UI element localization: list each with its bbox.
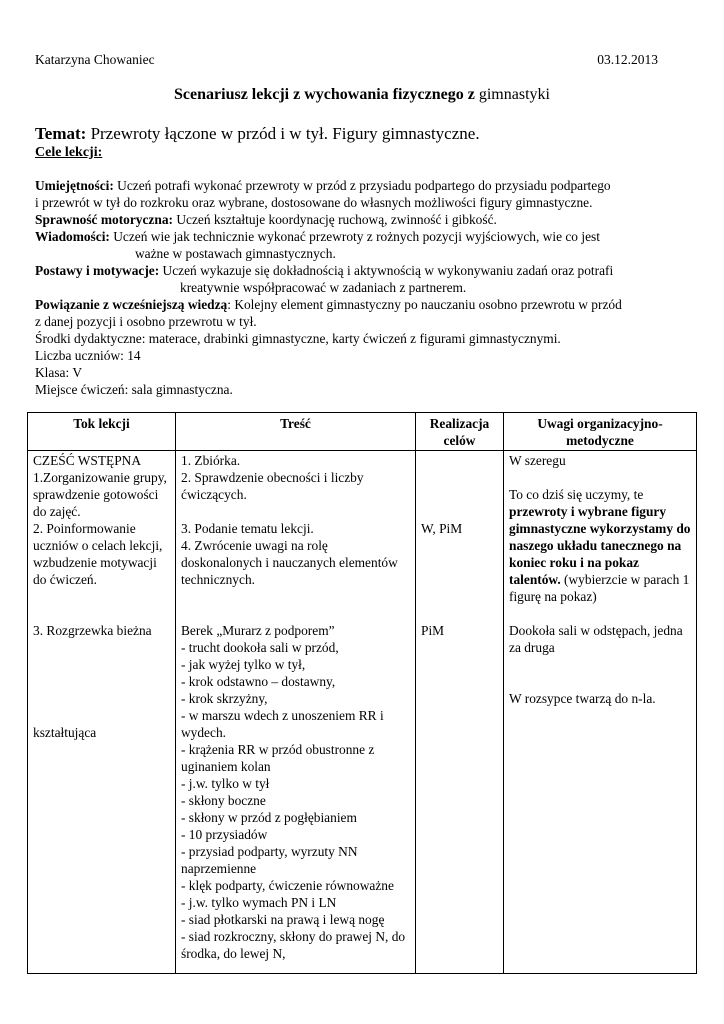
cell-text: - jak wyżej tylko w tył, xyxy=(181,657,306,672)
cell-text: - 10 przysiadów xyxy=(181,827,268,842)
header-content: Treść xyxy=(176,413,416,451)
class-label: Klasa: V xyxy=(35,365,82,380)
cell-text xyxy=(509,503,691,605)
skills-label: Umiejętności: xyxy=(35,178,114,193)
cell-text: - siad płotkarski na prawą i lewą nogę xyxy=(181,912,385,927)
cell-text: W rozsypce twarzą do n-la. xyxy=(509,691,656,706)
cell-text: 4. Zwrócenie uwagi na rolę doskonalonych i nauczanych elementów technicznych. xyxy=(181,538,398,587)
cell-text: PiM xyxy=(421,623,445,638)
attitudes-text-2: kreatywnie współpracować w zadaniach z partnerem. xyxy=(180,280,467,295)
cell-text: 1. Zbiórka. xyxy=(181,453,241,468)
goals-knowledge xyxy=(35,228,695,262)
title-bold: Scenariusz lekcji z wychowania fizycznego z xyxy=(174,86,475,103)
link-label: Powiązanie z wcześniejszą wiedzą xyxy=(35,297,228,312)
cell-text: 3. Podanie tematu lekcji. xyxy=(181,521,314,536)
content-cell xyxy=(176,451,416,974)
student-count: Liczba uczniów: 14 xyxy=(35,348,141,363)
knowledge-text-2: ważne w postawach gimnastycznych. xyxy=(135,246,336,261)
teaching-means: Środki dydaktyczne: materace, drabinki gimnastyczne, karty ćwiczeń z figurami gimnastycznymi. xyxy=(35,331,561,346)
cell-text: To co dziś się uczymy, te xyxy=(509,487,644,502)
cell-text: - skłony w przód z pogłębianiem xyxy=(181,810,357,825)
motor-label: Sprawność motoryczna: xyxy=(35,212,173,227)
cell-text: CZEŚĆ WSTĘPNA xyxy=(33,453,142,468)
knowledge-text: Uczeń wie jak technicznie wykonać przewroty z rożnych pozycji wyjściowych, wie co jest xyxy=(109,229,600,244)
cell-text: W szeregu xyxy=(509,453,566,468)
goal-realization-cell xyxy=(416,451,504,974)
knowledge-label: Wiadomości: xyxy=(35,229,110,244)
table-header-row xyxy=(28,413,697,451)
cell-text: - w marszu wdech z unoszeniem RR i wydech. xyxy=(181,708,384,740)
header-goal-realization: Realizacja celów xyxy=(416,413,504,451)
cell-text: - skłony boczne xyxy=(181,793,266,808)
author-name: Katarzyna Chowaniec xyxy=(35,52,155,67)
cell-text: Dookoła sali w odstępach, jedna za druga xyxy=(509,623,683,655)
remarks-cell xyxy=(504,451,697,974)
cell-text: - krok skrzyżny, xyxy=(181,691,268,706)
cell-text: - j.w. tylko w tył xyxy=(181,776,270,791)
header-lesson-flow: Tok lekcji xyxy=(28,413,176,451)
cell-text: - klęk podparty, ćwiczenie równoważne xyxy=(181,878,394,893)
attitudes-text: Uczeń wykazuje się dokładnością i aktywnością w wykonywaniu zadań oraz potrafi xyxy=(159,263,614,278)
remark-text: (wybierzcie w parach 1 figurę na pokaz) xyxy=(509,572,690,604)
title-normal: gimnastyki xyxy=(474,86,550,103)
cell-text: 2. Sprawdzenie obecności i liczby ćwiczących. xyxy=(181,470,364,502)
cell-text: - krok odstawno – dostawny, xyxy=(181,674,336,689)
cell-text: - siad rozkroczny, skłony do prawej N, do środka, do lewej N, xyxy=(181,929,406,961)
cell-text: - trucht dookoła sali w przód, xyxy=(181,640,339,655)
link-text: : Kolejny element gimnastyczny po nauczaniu osobno przewrotu w przód xyxy=(227,297,622,312)
lesson-table xyxy=(27,412,697,974)
document-title xyxy=(0,86,724,104)
goals-prior-knowledge xyxy=(35,296,695,330)
topic-text: Przewroty łączone w przód i w tył. Figury gimnastyczne. xyxy=(86,124,480,143)
topic-line xyxy=(35,124,480,144)
goals-skills xyxy=(35,177,695,211)
cell-text: - przysiad podparty, wyrzuty NN naprzemienne xyxy=(181,844,358,876)
cell-text: 3. Rozgrzewka bieżna xyxy=(33,623,152,638)
table-row xyxy=(28,451,697,974)
cell-text: - krążenia RR w przód obustronne z uginaniem kolan xyxy=(181,742,375,774)
skills-text-2: i przewrót w tył do rozkroku oraz wybrane, dostosowane do własnych możliwości figury gimnastyczne. xyxy=(35,195,593,210)
skills-text: Uczeń potrafi wykonać przewroty w przód z przysiadu podpartego do przysiadu podpartego xyxy=(113,178,611,193)
cell-text: 1.Zorganizowanie grupy, sprawdzenie gotowości do zajęć. xyxy=(33,470,167,519)
goals-heading: Cele lekcji: xyxy=(35,145,103,160)
cell-text: Berek „Murarz z podporem” xyxy=(181,623,335,638)
cell-text: 2. Poinformowanie uczniów o celach lekcji, wzbudzenie motywacji do ćwiczeń. xyxy=(33,521,163,587)
cell-text: kształtująca xyxy=(33,725,97,740)
attitudes-label: Postawy i motywacje: xyxy=(35,263,160,278)
motor-text: Uczeń kształtuje koordynację ruchową, zwinność i gibkość. xyxy=(172,212,497,227)
highlighted-text: przewroty i wybrane figury gimnastyczne wykorzystamy do naszego układu tanecznego na koniec roku i na pokaz talentów. xyxy=(509,504,691,587)
topic-label: Temat: xyxy=(35,124,87,143)
cell-text: W, PiM xyxy=(421,521,463,536)
goals-motor xyxy=(35,211,695,228)
exercise-place: Miejsce ćwiczeń: sala gimnastyczna. xyxy=(35,382,233,397)
document-date: 03.12.2013 xyxy=(597,52,658,67)
cell-text: - j.w. tylko wymach PN i LN xyxy=(181,895,337,910)
goals-attitudes xyxy=(35,262,695,296)
link-text-2: z danej pozycji i osobno przewrotu w tył. xyxy=(35,314,257,329)
header-remarks: Uwagi organizacyjno-metodyczne xyxy=(504,413,697,451)
lesson-flow-cell xyxy=(28,451,176,974)
